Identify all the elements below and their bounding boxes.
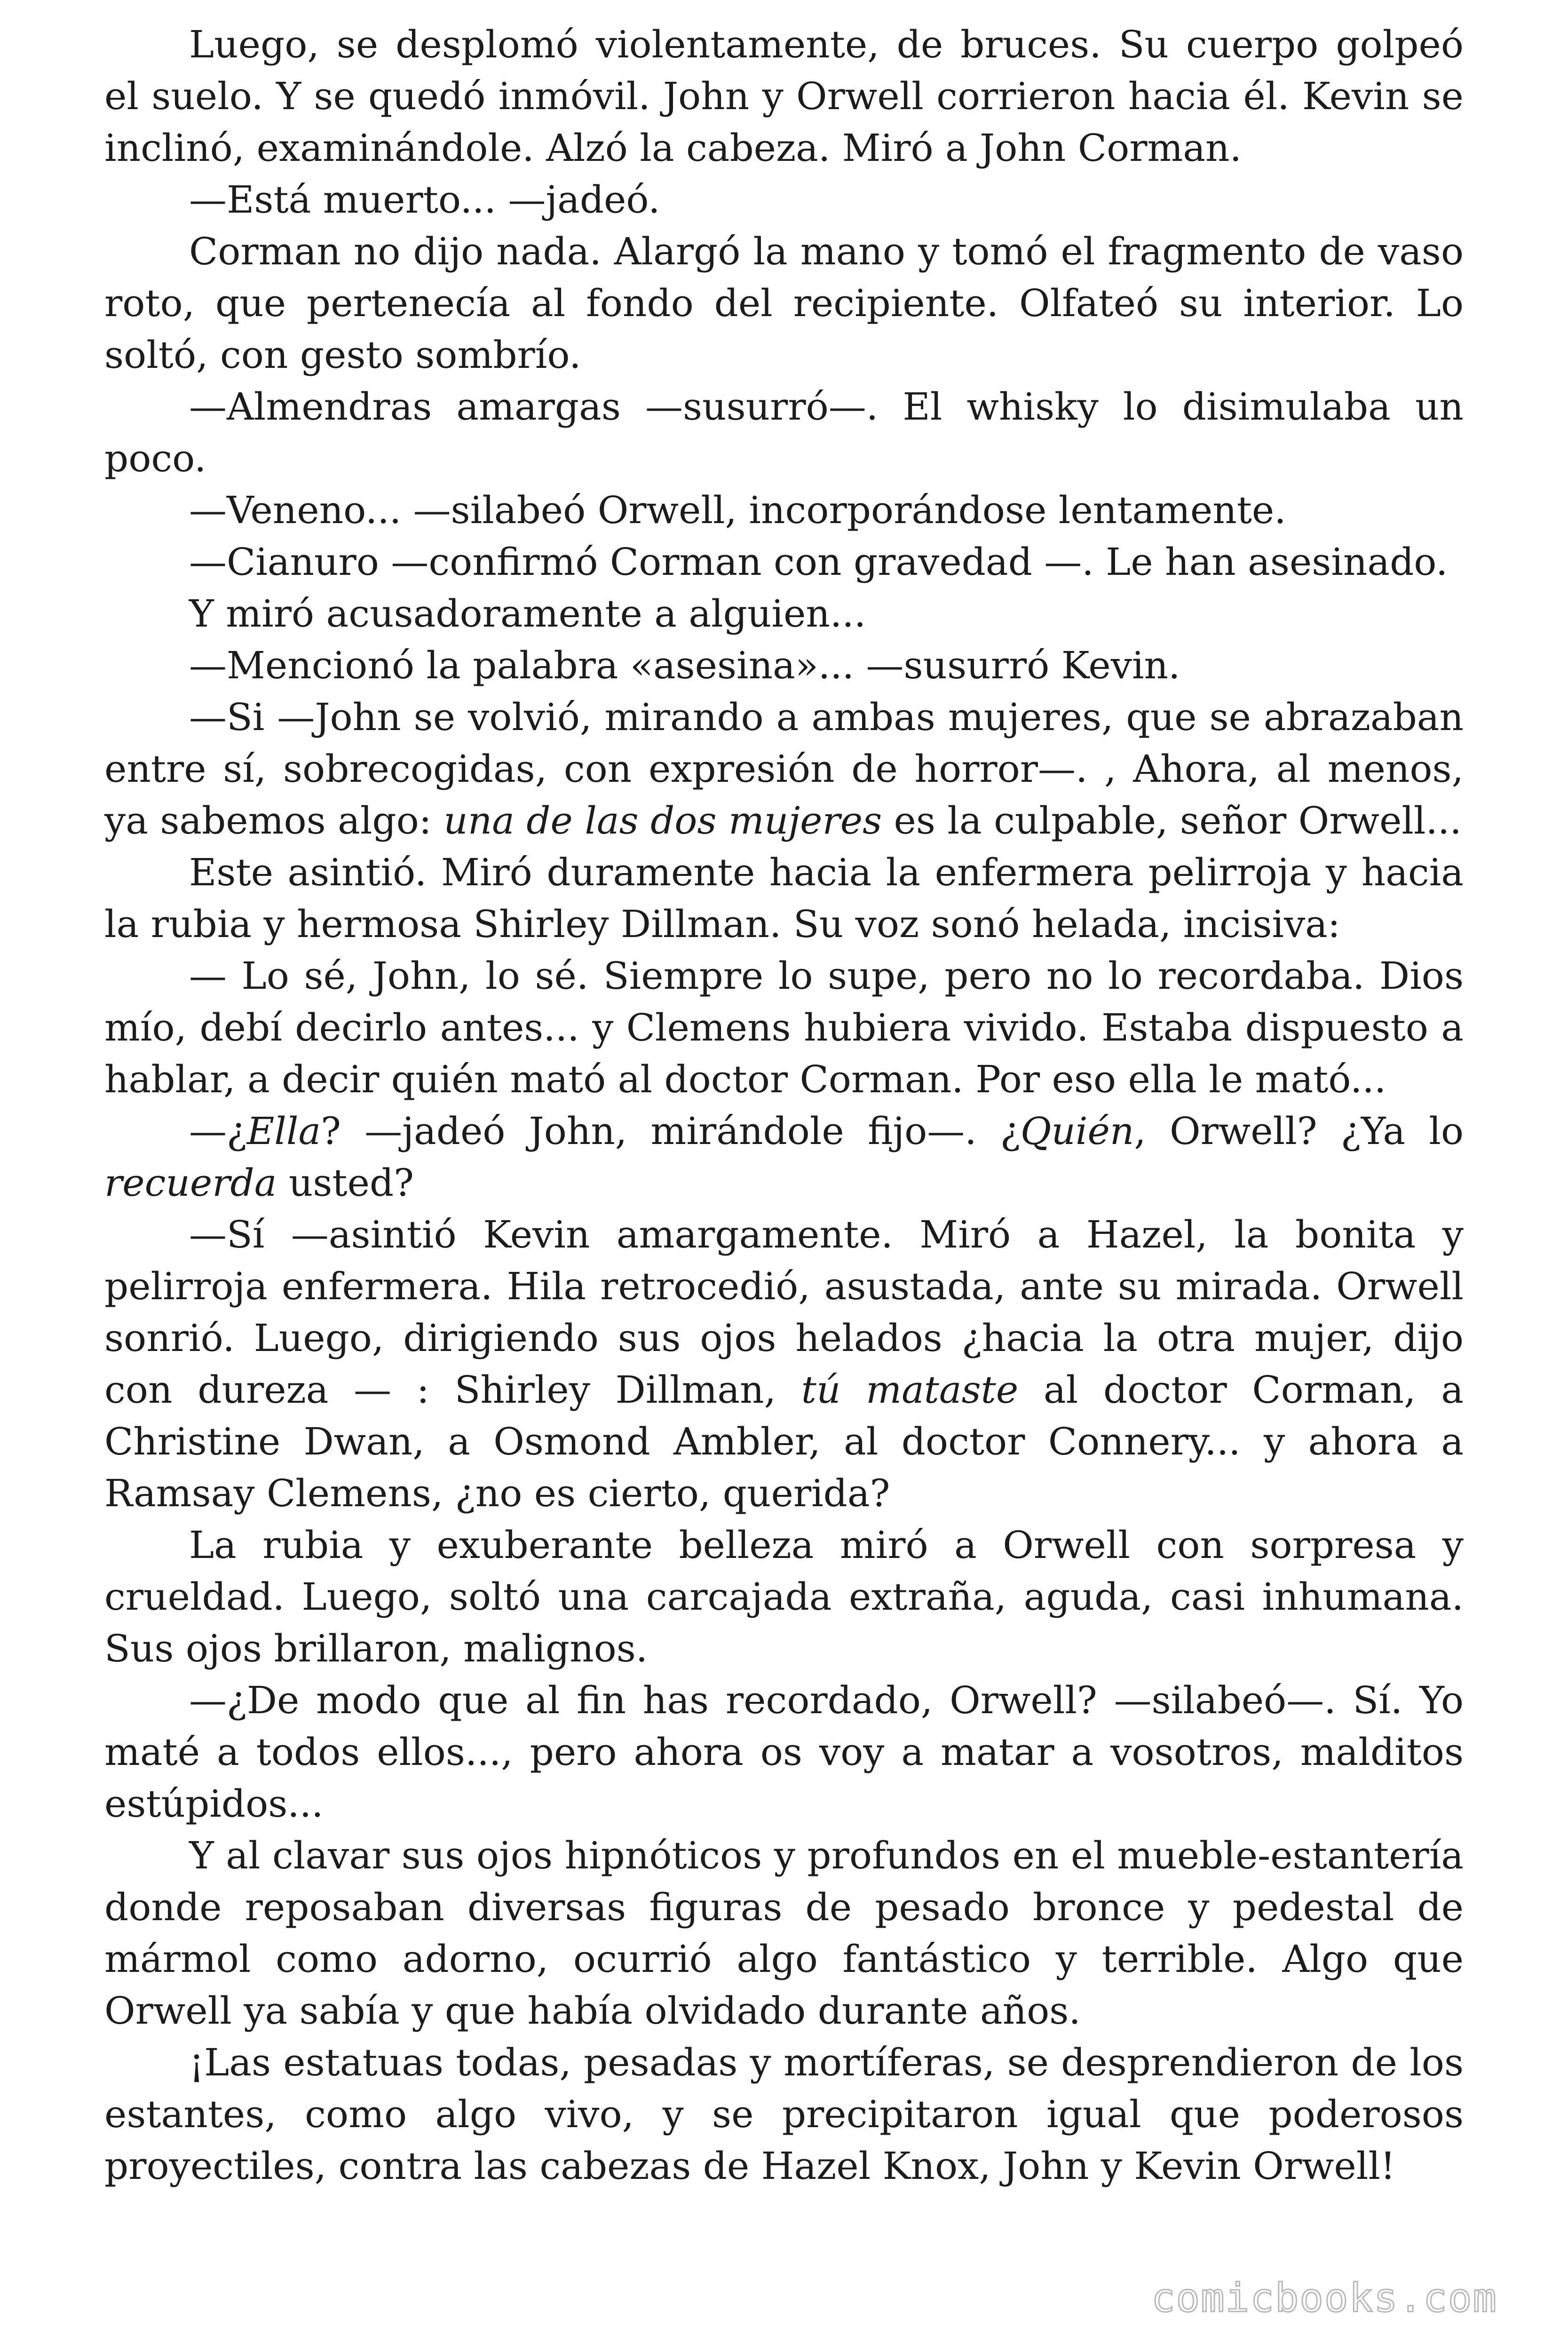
text-run: —Cianuro —confirmó Corman con gravedad —. Le han asesinado. — [189, 540, 1448, 584]
watermark: comicbooks.com — [1151, 2275, 1497, 2321]
text-run: —Almendras amargas —susurró—. El whisky lo disimulaba un poco. — [104, 385, 1464, 480]
italic-text: recuerda — [104, 1161, 277, 1205]
paragraph — [104, 1830, 1464, 2037]
text-run: Este asintió. Miró duramente hacia la enfermera pelirroja y hacia la rubia y hermosa Shirley Dillman. Su voz sonó helada, incisiva: — [104, 850, 1464, 946]
italic-text: una de las dos mujeres — [443, 799, 882, 842]
text-run: , Orwell? ¿Ya lo — [1134, 1109, 1464, 1153]
text-run: La rubia y exuberante belleza miró a Orwell con sorpresa y crueldad. Luego, soltó una carcajada extraña, aguda, casi inhumana. Sus ojos brillaron, malignos. — [104, 1523, 1464, 1670]
italic-text: Ella — [246, 1109, 321, 1153]
italic-text: Quién — [1020, 1109, 1134, 1153]
italic-text: tú mataste — [801, 1368, 1019, 1412]
text-run: —Si —John se volvió, mirando a ambas mujeres, que se abrazaban entre sí, sobrecogidas, con expresión de horror—. , Ahora, al menos, ya sabemos algo: — [104, 695, 1464, 842]
text-run: —Sí —asintió Kevin amargamente. Miró a Hazel, la bonita y pelirroja enfermera. Hila retrocedió, asustada, ante su mirada. Orwell sonrió. Luego, dirigiendo sus ojos helados ¿hacia la otra mujer, dijo con dureza — : Shirley Dillman, — [104, 1213, 1464, 1412]
text-run: —¿ — [189, 1109, 247, 1153]
paragraph — [104, 847, 1464, 950]
paragraph — [104, 174, 1464, 226]
paragraph — [104, 2037, 1464, 2192]
text-run: ¡Las estatuas todas, pesadas y mortíferas, se desprendieron de los estantes, como algo vivo, y se precipitaron igual que poderosos proyectiles, contra las cabezas de Hazel Knox, John y Kevin Orwell! — [104, 2041, 1464, 2188]
text-run: —¿De modo que al fin has recordado, Orwell? —silabeó—. Sí. Yo maté a todos ellos..., pero ahora os voy a matar a vosotros, malditos estúpidos... — [104, 1678, 1464, 1826]
paragraph — [104, 1519, 1464, 1675]
text-run: usted? — [277, 1161, 414, 1205]
paragraph — [104, 588, 1464, 640]
text-run: — Lo sé, John, lo sé. Siempre lo supe, pero no lo recordaba. Dios mío, debí decirlo antes... y Clemens hubiera vivido. Estaba dispuesto a hablar, a decir quién mató al doctor Corman. Por eso ella le mató... — [104, 954, 1464, 1101]
paragraph — [104, 381, 1464, 485]
paragraph — [104, 226, 1464, 381]
body-text — [104, 19, 1464, 2192]
paragraph — [104, 19, 1464, 174]
text-run: Luego, se desplomó violentamente, de bruces. Su cuerpo golpeó el suelo. Y se quedó inmóvil. John y Orwell corrieron hacia él. Kevin se inclinó, examinándole. Alzó la cabeza. Miró a John Corman. — [104, 23, 1464, 170]
paragraph — [104, 1209, 1464, 1519]
paragraph — [104, 1675, 1464, 1830]
text-run: al doctor Corman, a Christine Dwan, a Osmond Ambler, al doctor Connery... y ahora a Ramsay Clemens, ¿no es cierto, querida? — [104, 1368, 1464, 1515]
text-run: Y al clavar sus ojos hipnóticos y profundos en el mueble-estantería donde reposaban diversas figuras de pesado bronce y pedestal de mármol como adorno, ocurrió algo fantástico y terrible. Algo que Orwell ya sabía y que había olvidado durante años. — [104, 1834, 1464, 2033]
text-run: Y miró acusadoramente a alguien... — [189, 592, 866, 636]
paragraph — [104, 485, 1464, 536]
paragraph — [104, 1105, 1464, 1209]
paragraph — [104, 536, 1464, 588]
text-run: Corman no dijo nada. Alargó la mano y tomó el fragmento de vaso roto, que pertenecía al fondo del recipiente. Olfateó su interior. Lo soltó, con gesto sombrío. — [104, 230, 1464, 377]
text-run: —Mencionó la palabra «asesina»... —susurró Kevin. — [189, 644, 1180, 687]
paragraph — [104, 640, 1464, 691]
text-run: —Está muerto... —jadeó. — [189, 178, 660, 222]
paragraph — [104, 691, 1464, 847]
text-run: ? —jadeó John, mirándole fijo—. ¿ — [321, 1109, 1021, 1153]
text-run: es la culpable, señor Orwell... — [882, 799, 1462, 842]
text-run: —Veneno... —silabeó Orwell, incorporándose lentamente. — [189, 488, 1286, 532]
paragraph — [104, 950, 1464, 1105]
